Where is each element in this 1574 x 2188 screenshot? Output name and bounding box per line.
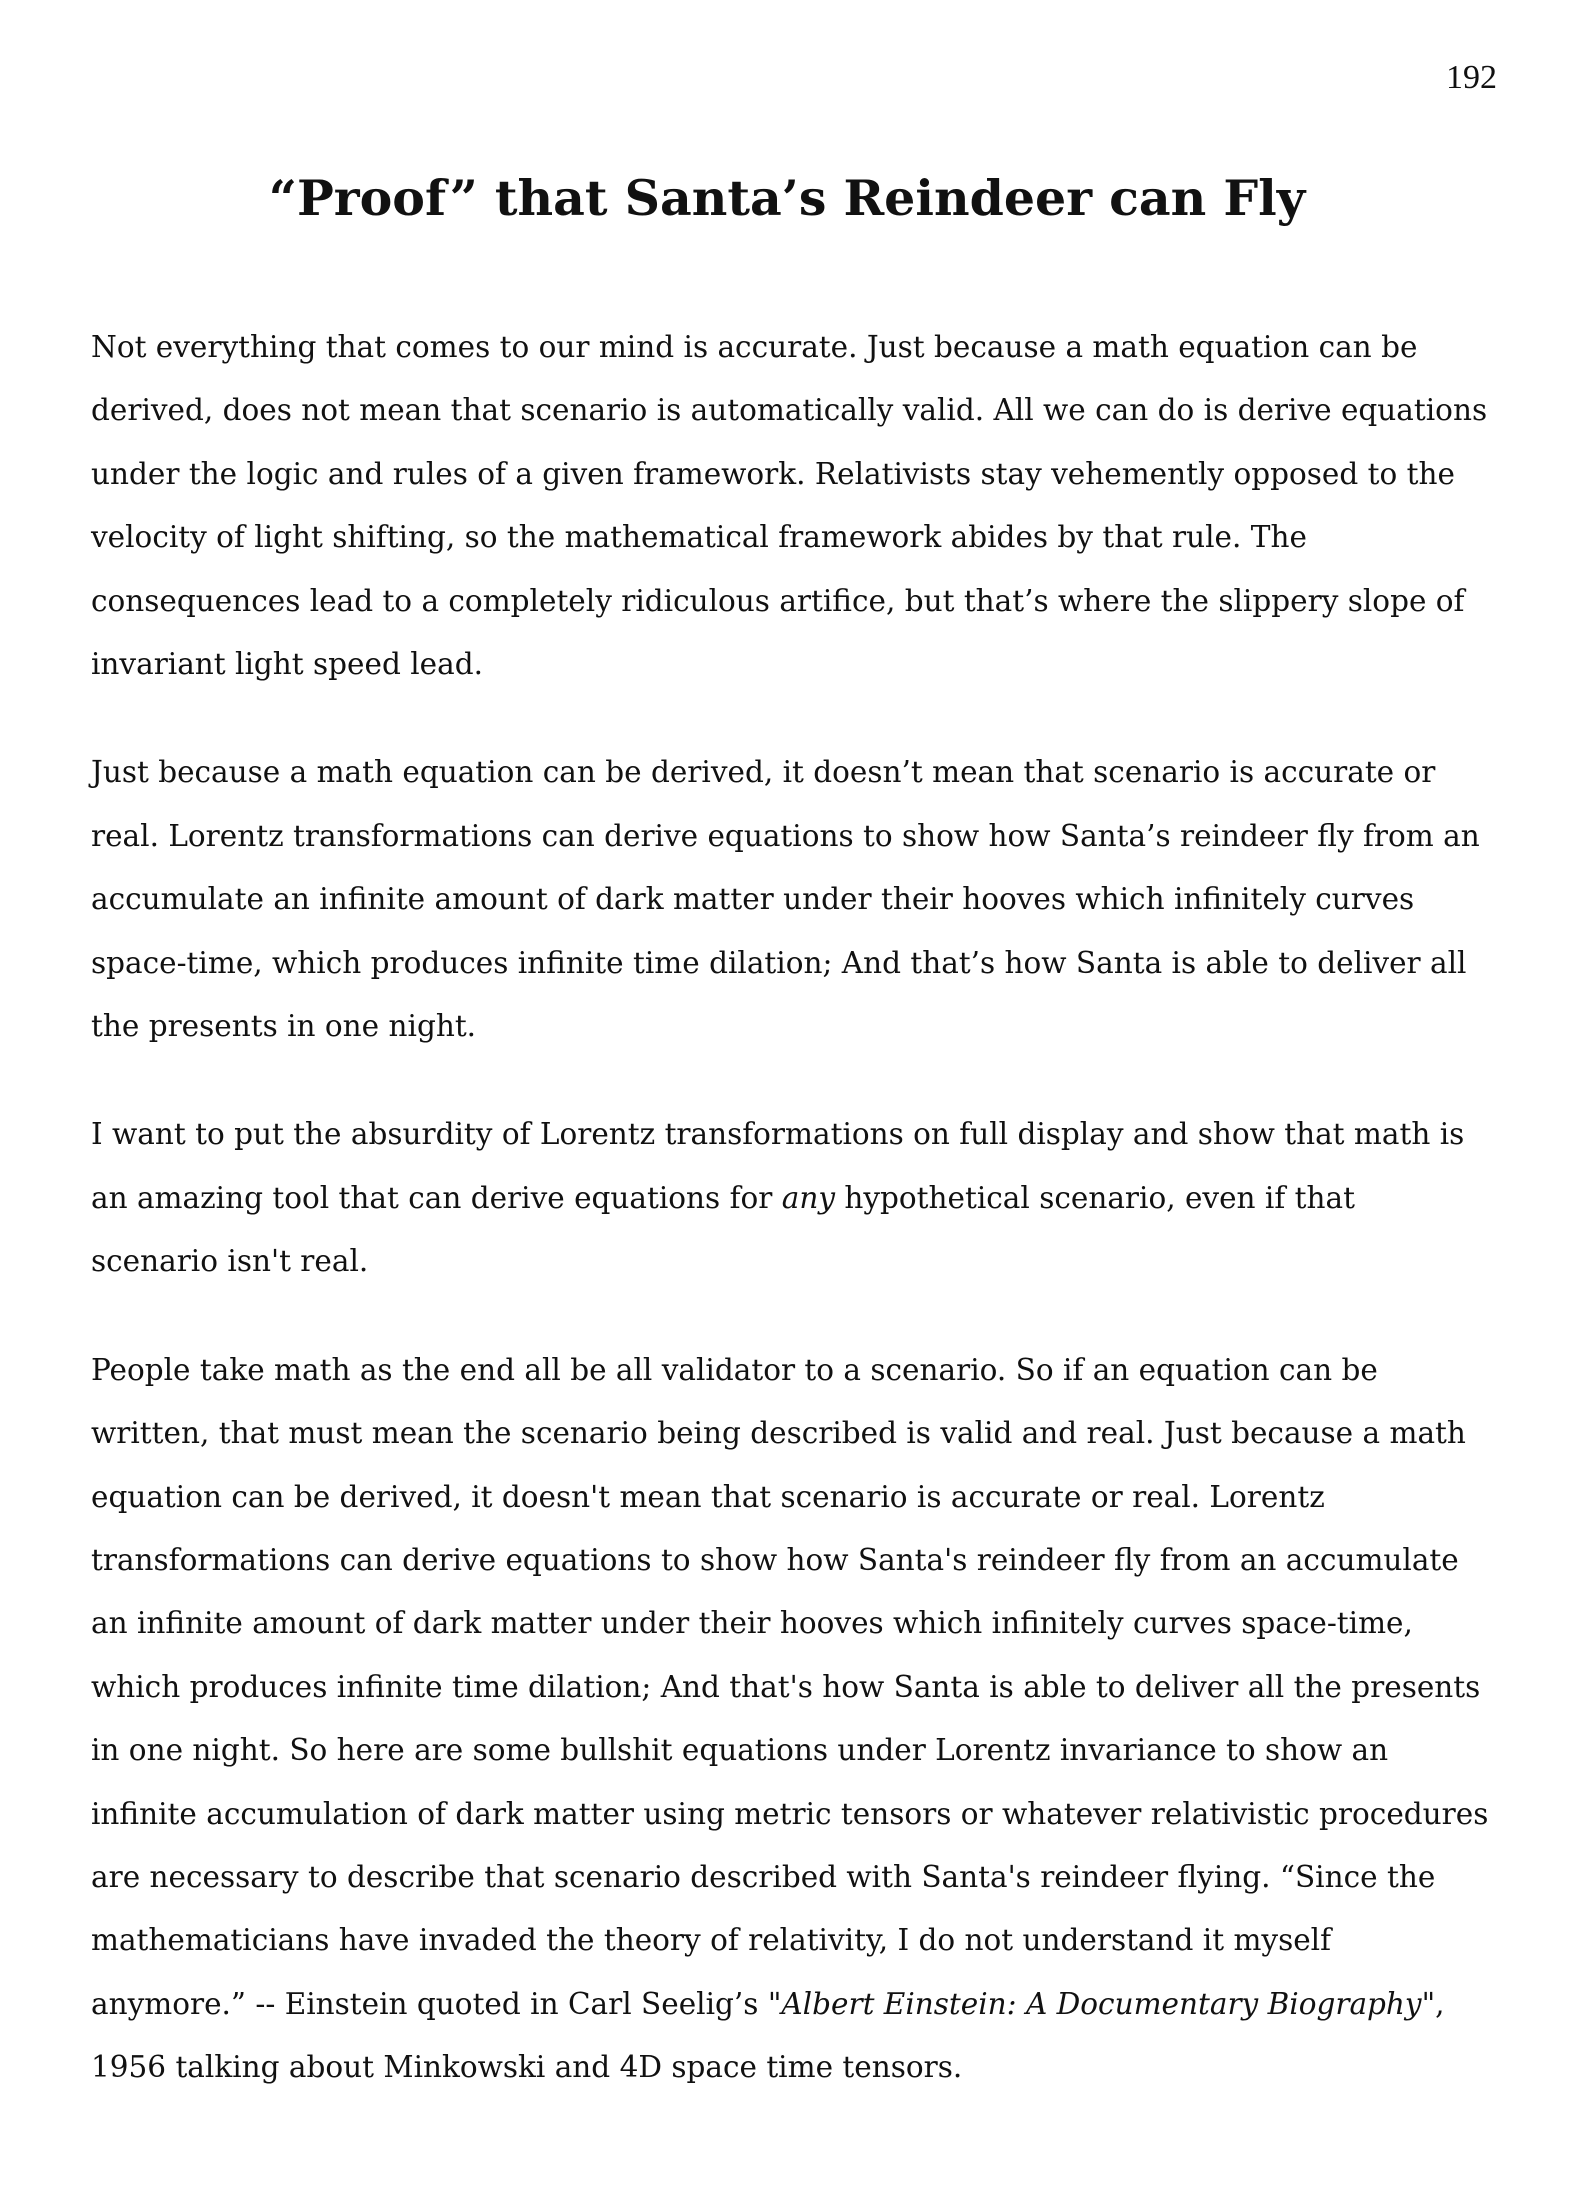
paragraph-3-text-before: I want to put the absurdity of Lorentz transformations on full display and show that math is an amazing tool that can derive equations for [91, 1117, 1465, 1215]
paragraph-4-text-after: , 1956 talking about Minkowski and 4D space time tensors. [91, 1986, 1445, 2085]
paragraph-3 [91, 1103, 1491, 1293]
book-title-citation: "Albert Einstein: A Documentary Biography" [767, 1986, 1436, 2021]
paragraph-1: Not everything that comes to our mind is accurate. Just because a math equation can be derived, does not mean that scenario is automatically valid. All we can do is derive equations under the logic and rules of a given framework. Relativists stay vehemently opposed to the velocity of light shifting, so the mathematical framework abides by that rule. The consequences lead to a completely ridiculous artifice, but that’s where the slippery slope of invariant light speed lead. [91, 330, 1488, 682]
body-text [91, 316, 1491, 2100]
paragraph-3-emphasis: any [781, 1180, 835, 1215]
paragraph-3-text-after: hypothetical scenario, even if that scenario isn't real. [91, 1180, 1355, 1279]
paragraph-4 [91, 1339, 1491, 2100]
paragraph-2: Just because a math equation can be derived, it doesn’t mean that scenario is accurate or real. Lorentz transformations can derive equations to show how Santa’s reindeer fly from an accumulate an infinite amount of dark matter under their hooves which infinitely curves space-time, which produces infinite time dilation; And that’s how Santa is able to deliver all the presents in one night. [91, 755, 1480, 1044]
page-title: “Proof” that Santa’s Reindeer can Fly [268, 169, 1306, 227]
page-number: 192 [1446, 59, 1497, 96]
paragraph-4-text-before: People take math as the end all be all validator to a scenario. So if an equation can be written, that must mean the scenario being described is valid and real. Just because a math equation can be derived, it doesn't mean that scenario is accurate or real. Lorentz transformations can derive equations to show how Santa's reindeer fly from an accumulate an infinite amount of dark matter under their hooves which infinitely curves space-time, which produces infinite time dilation; And that's how Santa is able to deliver all the presents in one night. So here are some bullshit equations under Lorentz invariance to show an infinite accumulation of dark matter using metric tensors or whatever relativistic procedures are necessary to describe that scenario described with Santa's reindeer flying. “Since the mathematicians have invaded the theory of relativity, I do not understand it myself anymore.” -- Einstein quoted in Carl Seelig’s [91, 1352, 1489, 2021]
